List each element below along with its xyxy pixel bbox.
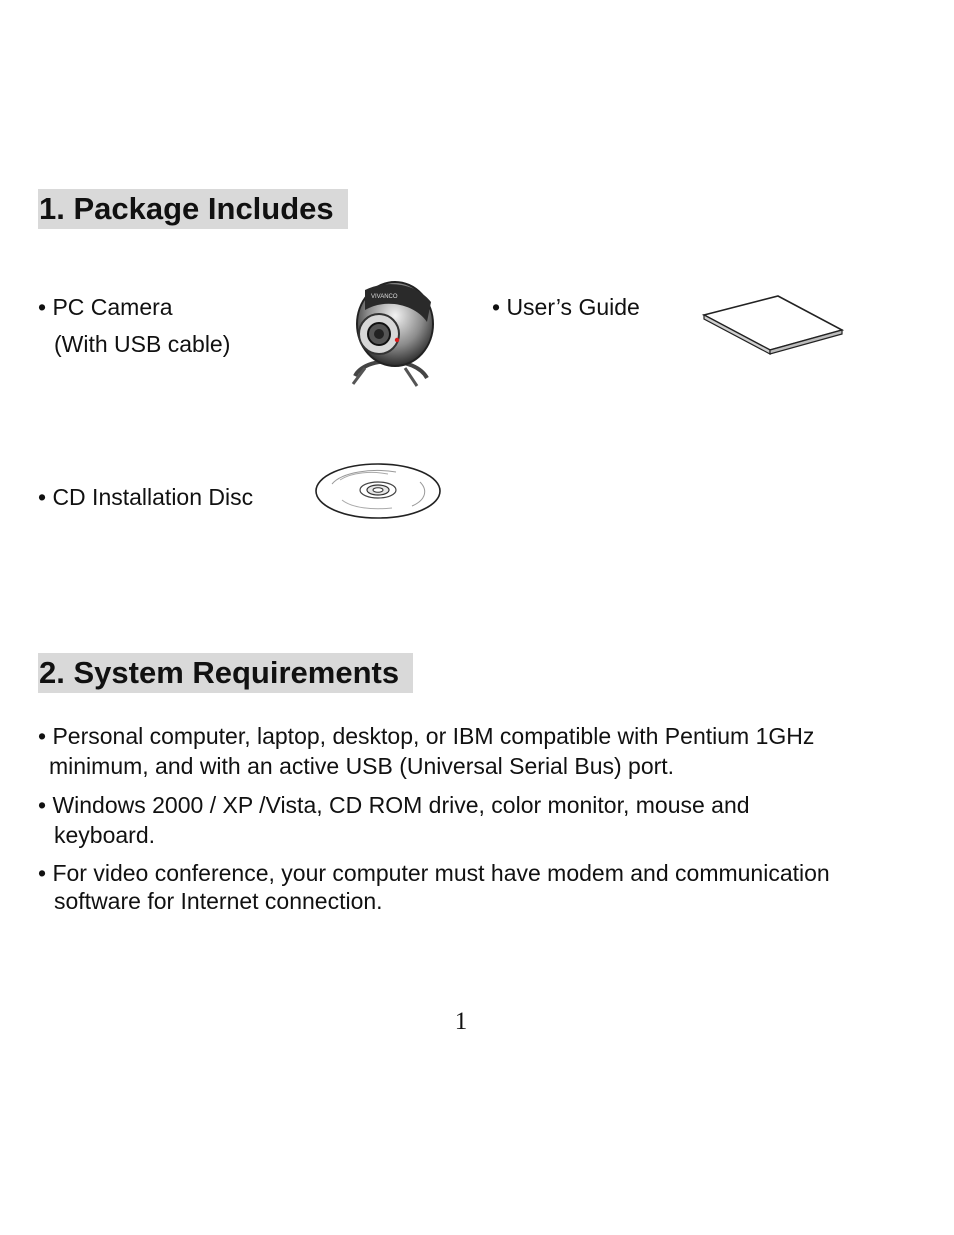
requirement-1-line1: • Personal computer, laptop, desktop, or IBM compatible with Pentium 1GHz bbox=[38, 723, 815, 749]
cd-disc-illustration bbox=[312, 460, 444, 522]
page-number: 1 bbox=[454, 1008, 468, 1035]
package-includes-heading: 1. Package Includes bbox=[38, 189, 348, 229]
booklet-illustration bbox=[700, 292, 846, 356]
users-guide-label: • User’s Guide bbox=[492, 294, 640, 320]
pc-camera-label: • PC Camera bbox=[38, 294, 173, 320]
svg-text:VIVANCO: VIVANCO bbox=[371, 294, 398, 300]
cd-disc-label: • CD Installation Disc bbox=[38, 484, 254, 510]
requirement-2-line2: keyboard. bbox=[54, 822, 156, 848]
pc-camera-sublabel: (With USB cable) bbox=[54, 331, 231, 357]
requirement-3-line1: • For video conference, your computer must have modem and communication bbox=[38, 860, 830, 886]
webcam-illustration bbox=[335, 276, 445, 391]
requirement-2-line1: • Windows 2000 / XP /Vista, CD ROM drive, color monitor, mouse and bbox=[38, 792, 750, 818]
requirement-3-line2: software for Internet connection. bbox=[54, 888, 383, 914]
requirement-1-line2: minimum, and with an active USB (Universal Serial Bus) port. bbox=[49, 753, 675, 779]
system-requirements-heading: 2. System Requirements bbox=[38, 653, 413, 693]
